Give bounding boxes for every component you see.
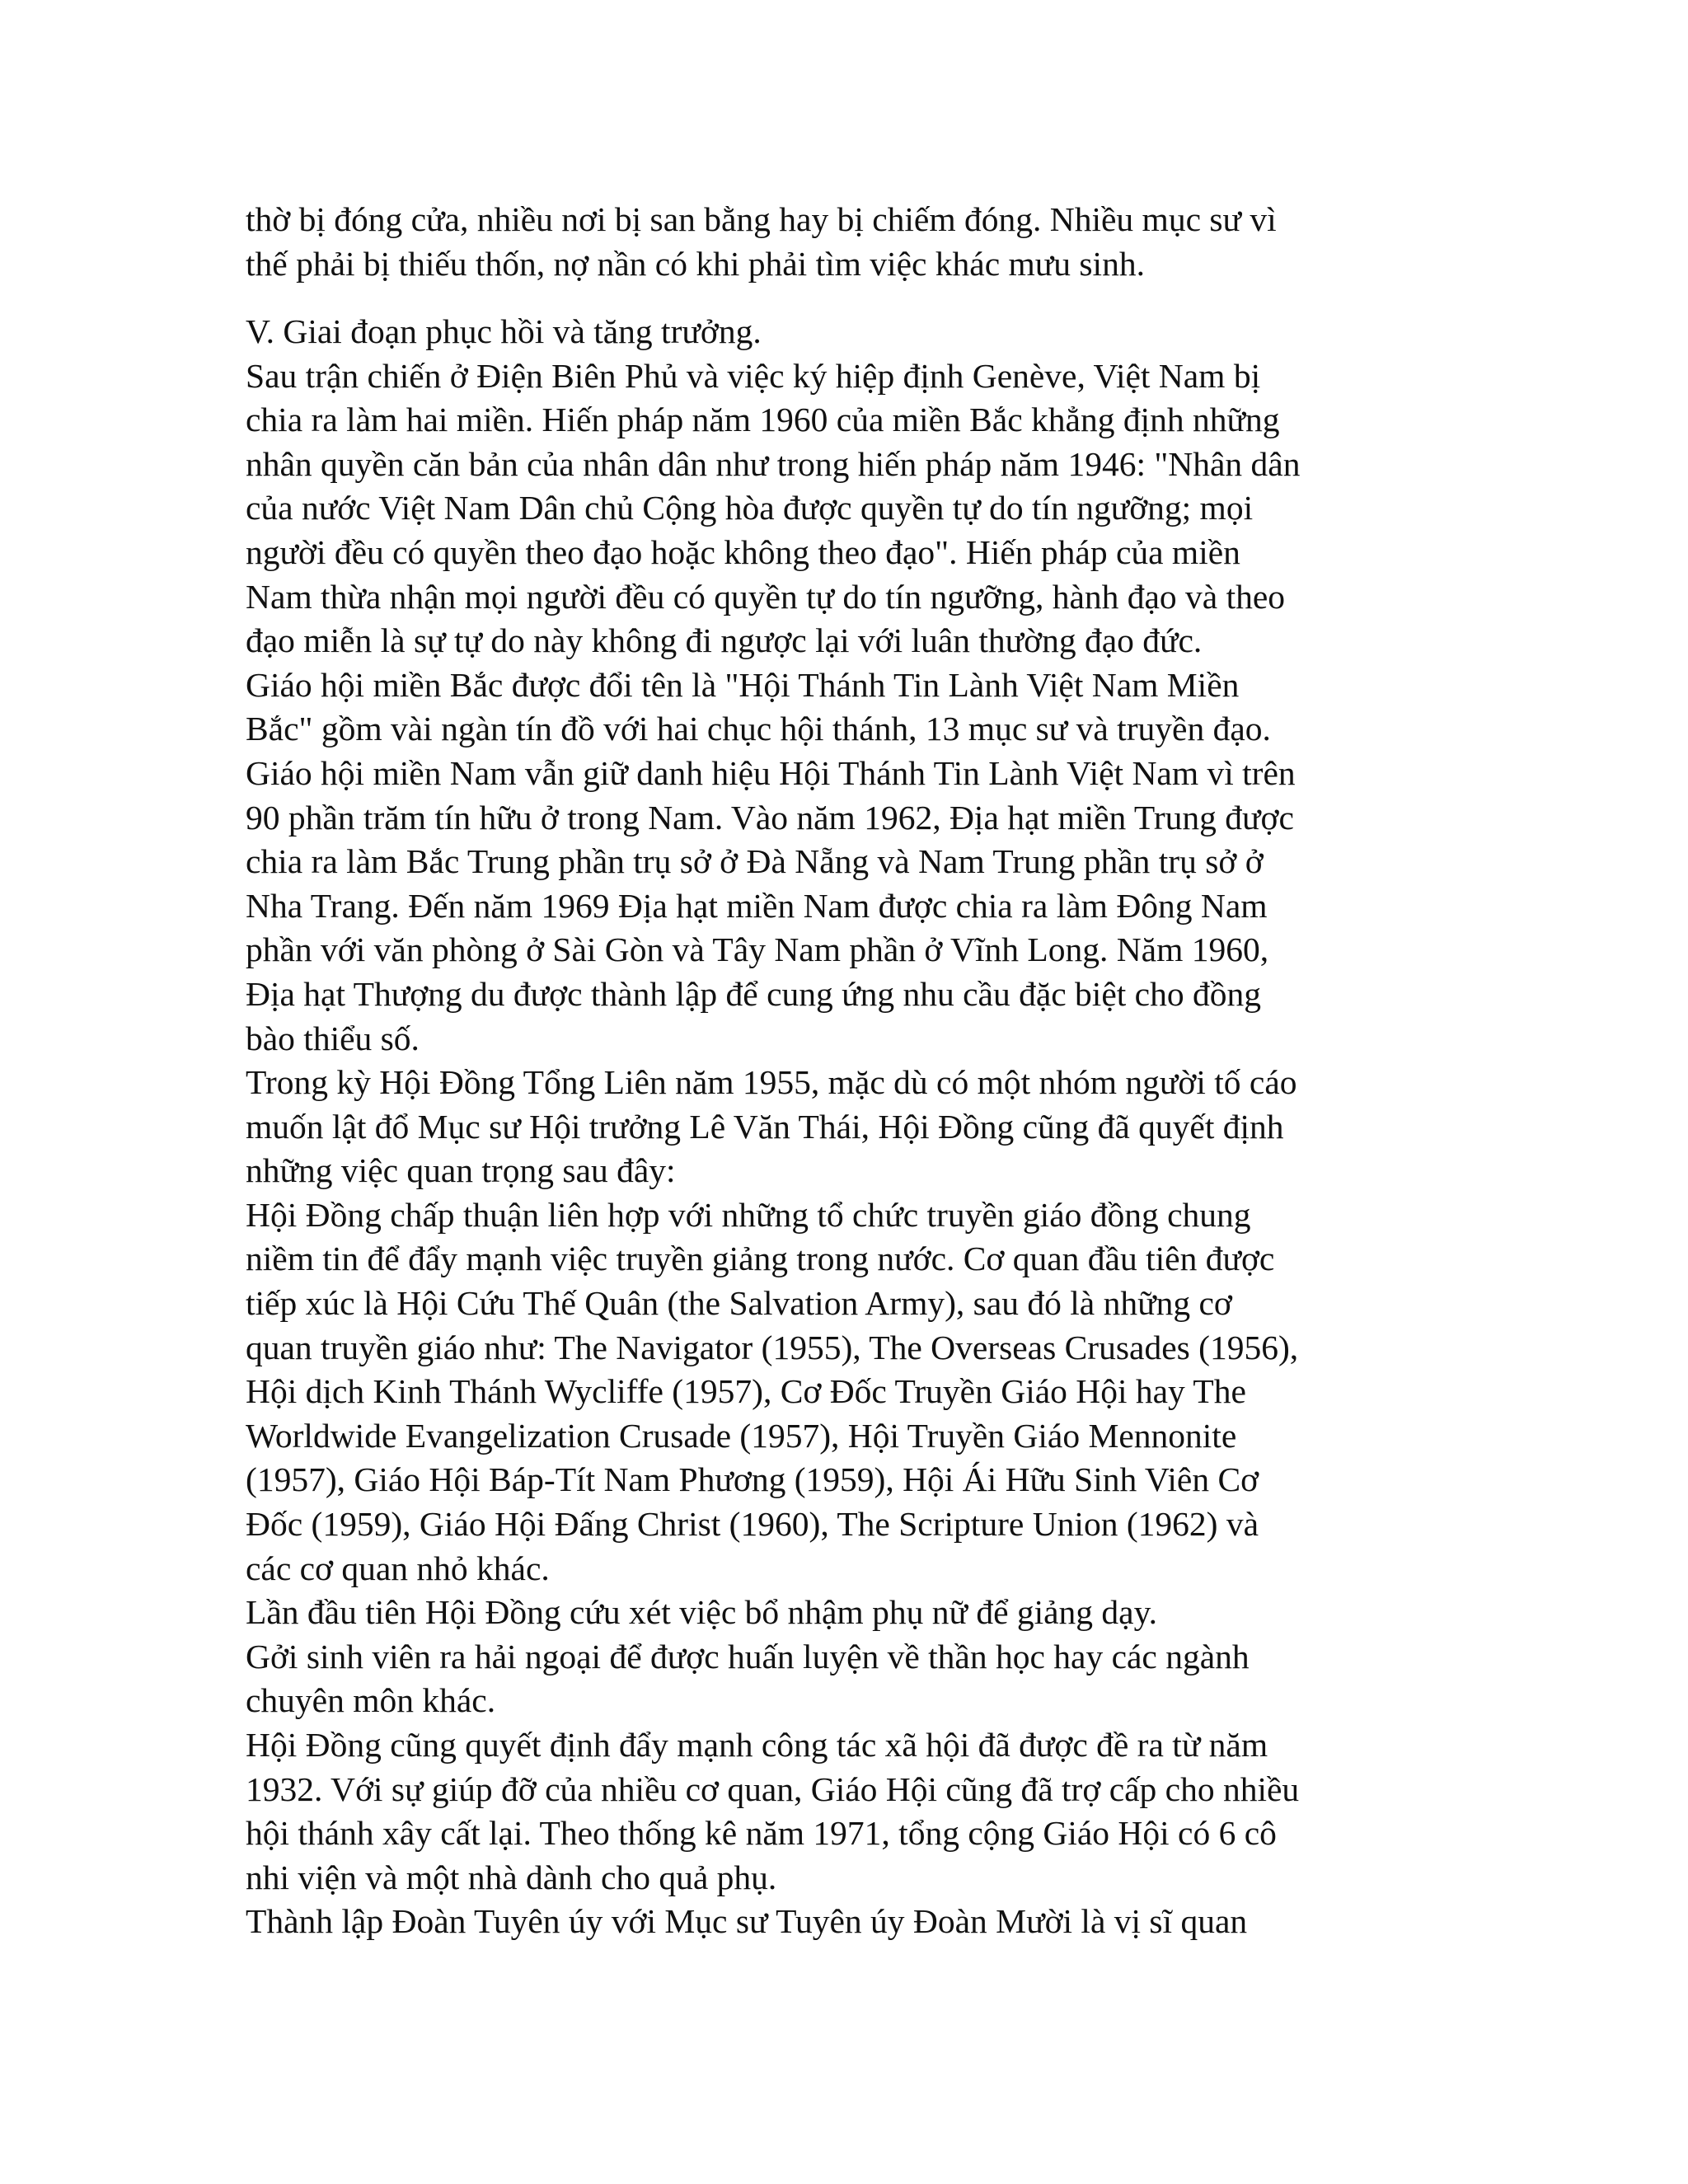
- text-line: thờ bị đóng cửa, nhiều nơi bị san bằng hay bị chiếm đóng. Nhiều mục sư vì: [246, 200, 1277, 238]
- text-line: đạo miễn là sự tự do này không đi ngược lại với luân thường đạo đức.: [246, 621, 1203, 660]
- text-line: Giáo hội miền Nam vẫn giữ danh hiệu Hội Thánh Tin Lành Việt Nam vì trên: [246, 753, 1296, 792]
- text-line: các cơ quan nhỏ khác.: [246, 1549, 550, 1587]
- text-line: Sau trận chiến ở Điện Biên Phủ và việc ký hiệp định Genève, Việt Nam bị: [246, 356, 1261, 395]
- text-line: Gởi sinh viên ra hải ngoại để được huấn luyện về thần học hay các ngành: [246, 1637, 1250, 1675]
- text-line: Địa hạt Thượng du được thành lập để cung ứng nhu cầu đặc biệt cho đồng: [246, 974, 1261, 1013]
- text-line: hội thánh xây cất lại. Theo thống kê năm 1971, tổng cộng Giáo Hội có 6 cô: [246, 1814, 1277, 1853]
- text-line: bào thiểu số.: [246, 1019, 420, 1057]
- text-line: chia ra làm Bắc Trung phần trụ sở ở Đà Nẵng và Nam Trung phần trụ sở ở: [246, 842, 1264, 881]
- text-line: Lần đầu tiên Hội Đồng cứu xét việc bổ nhậm phụ nữ để giảng dạy.: [246, 1593, 1158, 1632]
- text-line: (1957), Giáo Hội Báp-Tít Nam Phương (1959), Hội Ái Hữu Sinh Viên Cơ: [246, 1460, 1259, 1499]
- text-line: của nước Việt Nam Dân chủ Cộng hòa được quyền tự do tín ngưỡng; mọi: [246, 489, 1254, 527]
- text-line: muốn lật đổ Mục sư Hội trưởng Lê Văn Thái, Hội Đồng cũng đã quyết định: [246, 1107, 1284, 1146]
- text-line: người đều có quyền theo đạo hoặc không theo đạo". Hiến pháp của miền: [246, 532, 1240, 571]
- text-line: chia ra làm hai miền. Hiến pháp năm 1960 của miền Bắc khẳng định những: [246, 401, 1280, 439]
- text-line: Nha Trang. Đến năm 1969 Địa hạt miền Nam được chia ra làm Đông Nam: [246, 886, 1268, 925]
- text-line: Hội dịch Kinh Thánh Wycliffe (1957), Cơ Đốc Truyền Giáo Hội hay The: [246, 1372, 1246, 1411]
- text-line: 1932. Với sự giúp đỡ của nhiều cơ quan, Giáo Hội cũng đã trợ cấp cho nhiều: [246, 1769, 1300, 1808]
- text-line: Giáo hội miền Bắc được đổi tên là "Hội Thánh Tin Lành Việt Nam Miền: [246, 665, 1240, 704]
- text-line: những việc quan trọng sau đây:: [246, 1151, 676, 1190]
- text-line: Hội Đồng cũng quyết định đẩy mạnh công tác xã hội đã được đề ra từ năm: [246, 1726, 1268, 1764]
- text-line: Worldwide Evangelization Crusade (1957), Hội Truyền Giáo Mennonite: [246, 1416, 1237, 1455]
- text-line: chuyên môn khác.: [246, 1681, 496, 1720]
- text-line: 90 phần trăm tín hữu ở trong Nam. Vào năm 1962, Địa hạt miền Trung được: [246, 798, 1294, 837]
- paragraph-top: [246, 198, 1457, 286]
- text-line: phần với văn phòng ở Sài Gòn và Tây Nam phần ở Vĩnh Long. Năm 1960,: [246, 930, 1269, 969]
- text-line: Trong kỳ Hội Đồng Tổng Liên năm 1955, mặc dù có một nhóm người tố cáo: [246, 1063, 1297, 1102]
- text-line: Đốc (1959), Giáo Hội Đấng Christ (1960), The Scripture Union (1962) và: [246, 1505, 1259, 1544]
- section-heading: V. Giai đoạn phục hồi và tăng trưởng.: [246, 312, 762, 350]
- text-line: Bắc" gồm vài ngàn tín đồ với hai chục hội thánh, 13 mục sư và truyền đạo.: [246, 710, 1271, 748]
- text-line: thế phải bị thiếu thốn, nợ nần có khi phải tìm việc khác mưu sinh.: [246, 244, 1145, 283]
- text-line: Hội Đồng chấp thuận liên hợp với những tổ chức truyền giáo đồng chung: [246, 1195, 1251, 1234]
- text-line: niềm tin để đẩy mạnh việc truyền giảng trong nước. Cơ quan đầu tiên được: [246, 1240, 1275, 1278]
- text-line: Thành lập Đoàn Tuyên úy với Mục sư Tuyên úy Đoàn Mười là vị sĩ quan: [246, 1902, 1248, 1941]
- section-body: [246, 310, 1457, 1944]
- text-line: Nam thừa nhận mọi người đều có quyền tự do tín ngưỡng, hành đạo và theo: [246, 577, 1286, 616]
- text-line: nhi viện và một nhà dành cho quả phụ.: [246, 1858, 777, 1896]
- text-line: nhân quyền căn bản của nhân dân như trong hiến pháp năm 1946: "Nhân dân: [246, 444, 1301, 483]
- text-line: quan truyền giáo như: The Navigator (1955), The Overseas Crusades (1956),: [246, 1328, 1299, 1366]
- text-line: tiếp xúc là Hội Cứu Thế Quân (the Salvation Army), sau đó là những cơ: [246, 1284, 1232, 1323]
